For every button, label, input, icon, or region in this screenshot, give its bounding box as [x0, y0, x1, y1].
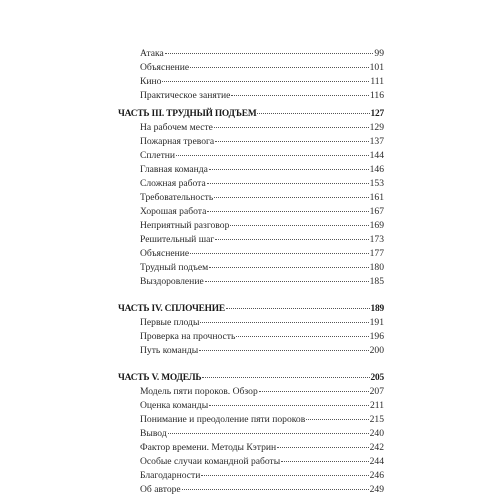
toc-entry-page: 196 — [369, 331, 384, 342]
toc-entry-title: Проверка на прочность — [140, 331, 236, 342]
toc-entry — [118, 399, 384, 413]
toc-entry-page: 177 — [369, 248, 384, 259]
toc-entry — [118, 413, 384, 427]
toc-entry-title: Благодарности — [140, 470, 201, 481]
toc-entry-title: Объяснение — [140, 248, 190, 259]
toc-leader-dots — [231, 95, 369, 96]
toc-entry — [118, 149, 384, 163]
toc-entry — [118, 177, 384, 191]
toc-entry-page: 144 — [369, 150, 384, 161]
toc-leader-dots — [209, 169, 369, 170]
toc-entry — [118, 191, 384, 205]
toc-entry-title: Сплетни — [140, 150, 176, 161]
toc-entry-page: 242 — [369, 442, 384, 453]
toc-entry — [118, 247, 384, 261]
toc-entry-page: 215 — [369, 414, 384, 425]
toc-entry — [118, 163, 384, 177]
toc-entry — [118, 469, 384, 483]
toc-leader-dots — [207, 211, 368, 212]
toc-entry-title: Путь команды — [140, 345, 199, 356]
toc-entry-page: 180 — [369, 262, 384, 273]
toc-entry-page: 137 — [369, 136, 384, 147]
toc-entry-title: Атака — [140, 48, 164, 59]
toc-entry-title: Фактор времени. Методы Кэтрин — [140, 442, 277, 453]
toc-entry-page: 207 — [369, 386, 384, 397]
toc-entry-title: Кино — [140, 76, 162, 87]
toc-leader-dots — [236, 336, 368, 337]
toc-part-title: ЧАСТЬ IV. СПЛОЧЕНИЕ — [118, 304, 225, 314]
toc-entry-page: 246 — [369, 470, 384, 481]
toc-entry-title: Сложная работа — [140, 178, 206, 189]
toc-entry-title: Решительный шаг — [140, 234, 215, 245]
toc-entry-title: Неприятный разговор — [140, 220, 230, 231]
toc-entry-title: Первые плоды — [140, 317, 200, 328]
toc-part-page: 127 — [370, 109, 384, 119]
toc-entry — [118, 89, 384, 103]
toc-leader-dots — [202, 377, 369, 378]
toc-entry-title: Особые случаи командной работы — [140, 456, 281, 467]
toc-leader-dots — [182, 489, 369, 490]
toc-leader-dots — [162, 81, 369, 82]
toc-entry — [118, 455, 384, 469]
toc-leader-dots — [214, 197, 368, 198]
toc-leader-dots — [199, 350, 368, 351]
toc-leader-dots — [207, 183, 369, 184]
toc-entry-title: Трудный подъем — [140, 262, 209, 273]
toc-leader-dots — [230, 225, 368, 226]
toc-entry — [118, 47, 384, 61]
toc-entry — [118, 205, 384, 219]
toc-entry-page: 240 — [369, 428, 384, 439]
toc-leader-dots — [176, 155, 369, 156]
toc-entry-page: 211 — [369, 400, 384, 411]
toc-entry-title: Практическое занятие — [140, 90, 231, 101]
toc-entry-page: 191 — [369, 317, 384, 328]
toc-entry — [118, 483, 384, 497]
table-of-contents — [118, 47, 384, 497]
toc-entry-page: 161 — [369, 192, 384, 203]
toc-entry-page: 111 — [370, 76, 384, 87]
toc-entry — [118, 219, 384, 233]
toc-entry-page: 185 — [369, 276, 384, 287]
toc-entry — [118, 61, 384, 75]
toc-entry-page: 99 — [374, 48, 384, 59]
toc-leader-dots — [165, 53, 374, 54]
toc-entry-title: Требовательность — [140, 192, 214, 203]
toc-entry — [118, 233, 384, 247]
toc-part-heading — [118, 371, 384, 385]
toc-entry-title: Об авторе — [140, 484, 181, 495]
toc-part-page: 205 — [370, 373, 384, 383]
toc-leader-dots — [201, 475, 368, 476]
toc-entry — [118, 344, 384, 358]
toc-leader-dots — [209, 405, 369, 406]
toc-entry-page: 169 — [369, 220, 384, 231]
toc-leader-dots — [215, 141, 368, 142]
toc-entry-title: Понимание и преодоление пяти пороков — [140, 414, 306, 425]
toc-entry-page: 244 — [369, 456, 384, 467]
toc-entry — [118, 261, 384, 275]
toc-entry-page: 101 — [369, 62, 384, 73]
toc-entry-title: Главная команда — [140, 164, 208, 175]
toc-entry-title: Выздоровление — [140, 276, 204, 287]
toc-entry-title: Вывод — [140, 428, 167, 439]
toc-entry — [118, 275, 384, 289]
toc-entry-title: Модель пяти пороков. Обзор — [140, 386, 258, 397]
toc-entry — [118, 135, 384, 149]
toc-leader-dots — [190, 67, 368, 68]
toc-part-heading — [118, 107, 384, 121]
toc-leader-dots — [215, 239, 368, 240]
toc-entry-page: 173 — [369, 234, 384, 245]
toc-entry — [118, 427, 384, 441]
toc-leader-dots — [226, 308, 370, 309]
toc-leader-dots — [259, 391, 369, 392]
toc-leader-dots — [281, 461, 368, 462]
toc-entry-title: Объяснение — [140, 62, 190, 73]
toc-entry-page: 146 — [369, 164, 384, 175]
toc-entry-page: 249 — [369, 484, 384, 495]
toc-leader-dots — [257, 113, 369, 114]
toc-entry — [118, 330, 384, 344]
toc-entry — [118, 75, 384, 89]
toc-entry-title: Хорошая работа — [140, 206, 207, 217]
toc-part-title: ЧАСТЬ III. ТРУДНЫЙ ПОДЪЕМ — [118, 109, 257, 119]
toc-entry — [118, 121, 384, 135]
toc-entry-page: 200 — [369, 345, 384, 356]
toc-leader-dots — [168, 433, 369, 434]
toc-leader-dots — [209, 267, 368, 268]
toc-part-heading — [118, 302, 384, 316]
toc-leader-dots — [306, 419, 368, 420]
toc-entry — [118, 385, 384, 399]
toc-leader-dots — [200, 322, 368, 323]
toc-part-page: 189 — [370, 304, 384, 314]
toc-entry-title: Пожарная тревога — [140, 136, 215, 147]
toc-leader-dots — [205, 281, 369, 282]
toc-part-title: ЧАСТЬ V. МОДЕЛЬ — [118, 373, 202, 383]
toc-entry — [118, 441, 384, 455]
toc-entry-page: 167 — [369, 206, 384, 217]
toc-entry-title: Оценка команды — [140, 400, 209, 411]
toc-entry — [118, 316, 384, 330]
toc-entry-page: 116 — [369, 90, 384, 101]
toc-entry-title: На рабочем месте — [140, 122, 213, 133]
toc-entry-page: 153 — [369, 178, 384, 189]
toc-leader-dots — [277, 447, 368, 448]
toc-entry-page: 129 — [369, 122, 384, 133]
toc-leader-dots — [214, 127, 369, 128]
toc-leader-dots — [190, 253, 368, 254]
